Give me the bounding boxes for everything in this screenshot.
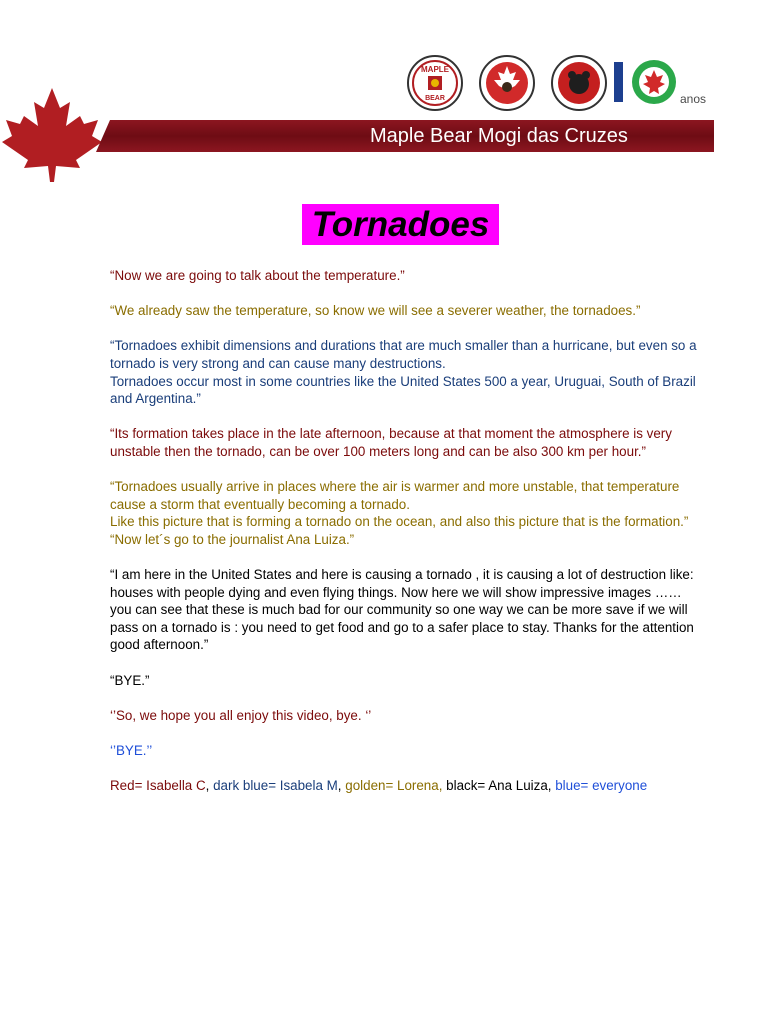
dialogue-line: “Tornadoes exhibit dimensions and durations that are much smaller than a hurricane, but even so a tornado is very strong and can cause many destructions. xyxy=(110,338,697,371)
dialogue-line: “BYE.” xyxy=(110,672,150,688)
maple-bear-elementary-badge-icon xyxy=(476,54,538,112)
maple-bear-canadian-school-badge-icon xyxy=(404,54,466,112)
maple-leaf-icon xyxy=(0,86,104,184)
dialogue-line: “Now we are going to talk about the temperature.” xyxy=(110,268,405,283)
dialogue-paragraph xyxy=(110,707,700,725)
maple-bear-high-school-badge-icon xyxy=(548,54,610,112)
dialogue-line: “Tornadoes usually arrive in places where the air is warmer and more unstable, that temperature cause a storm that eventually becoming a tornado. xyxy=(110,479,680,512)
school-logos xyxy=(404,54,707,112)
ten-years-badge-icon xyxy=(614,58,686,110)
dialogue-line: “I am here in the United States and here is causing a tornado , it is causing a lot of destruction like: houses with people dying and even flying things. Now here we will show impressive images …… you can see that these is much bad for our community so one way we can be more save if we will pass on a tornado is : you need to get food and go to a safer place to stay. Thanks for the attention good afternoon.” xyxy=(110,567,694,653)
dialogue-paragraph xyxy=(110,267,700,285)
page-title: Tornadoes xyxy=(311,205,490,244)
legend-separator: , xyxy=(547,778,556,794)
document-header xyxy=(0,0,768,200)
dialogue-line: ‘’So, we hope you all enjoy this video, bye. ‘’ xyxy=(110,707,372,723)
dialogue-paragraph xyxy=(110,566,700,654)
svg-text:MAPLE: MAPLE xyxy=(421,65,449,74)
dialogue-paragraph xyxy=(110,478,700,548)
banner-title: Maple Bear Mogi das Cruzes xyxy=(370,125,628,147)
dialogue-paragraph xyxy=(110,302,700,320)
dialogue-line: “Its formation takes place in the late afternoon, because at that moment the atmosphere is very unstable then the tornado, can be over 100 meters long and can be also 300 km per hour.” xyxy=(110,426,672,459)
script-body xyxy=(110,267,700,812)
dialogue-paragraph xyxy=(110,425,700,460)
svg-text:BEAR: BEAR xyxy=(425,95,445,102)
dialogue-line: Like this picture that is forming a tornado on the ocean, and also this picture that is the formation.” xyxy=(110,514,689,530)
dialogue-paragraph xyxy=(110,742,700,760)
legend-blue-value: everyone xyxy=(588,778,648,794)
dialogue-paragraph xyxy=(110,337,700,407)
dialogue-paragraph xyxy=(110,672,700,690)
legend-red: Red= Isabella C xyxy=(110,778,206,794)
dialogue-line: “We already saw the temperature, so know we will see a severer weather, the tornadoes.” xyxy=(110,303,641,319)
dialogue-line: ‘’BYE.’’ xyxy=(110,743,153,759)
dialogue-line: “Now let´s go to the journalist Ana Luiza.” xyxy=(110,531,355,547)
legend-dark-blue: dark blue= Isabela M xyxy=(213,778,338,794)
dialogue-line: Tornadoes occur most in some countries like the United States 500 a year, Uruguai, South of Brazil and Argentina.” xyxy=(110,373,696,407)
legend-separator: , xyxy=(205,778,214,794)
legend-separator: , xyxy=(337,778,346,794)
color-legend xyxy=(110,777,700,795)
anniversary-label: anos xyxy=(680,92,707,106)
legend-golden: golden= Lorena, xyxy=(345,778,443,794)
title-highlight xyxy=(302,204,499,245)
legend-blue-label: blue= xyxy=(555,778,589,794)
legend-black: black= Ana Luiza xyxy=(446,778,548,794)
